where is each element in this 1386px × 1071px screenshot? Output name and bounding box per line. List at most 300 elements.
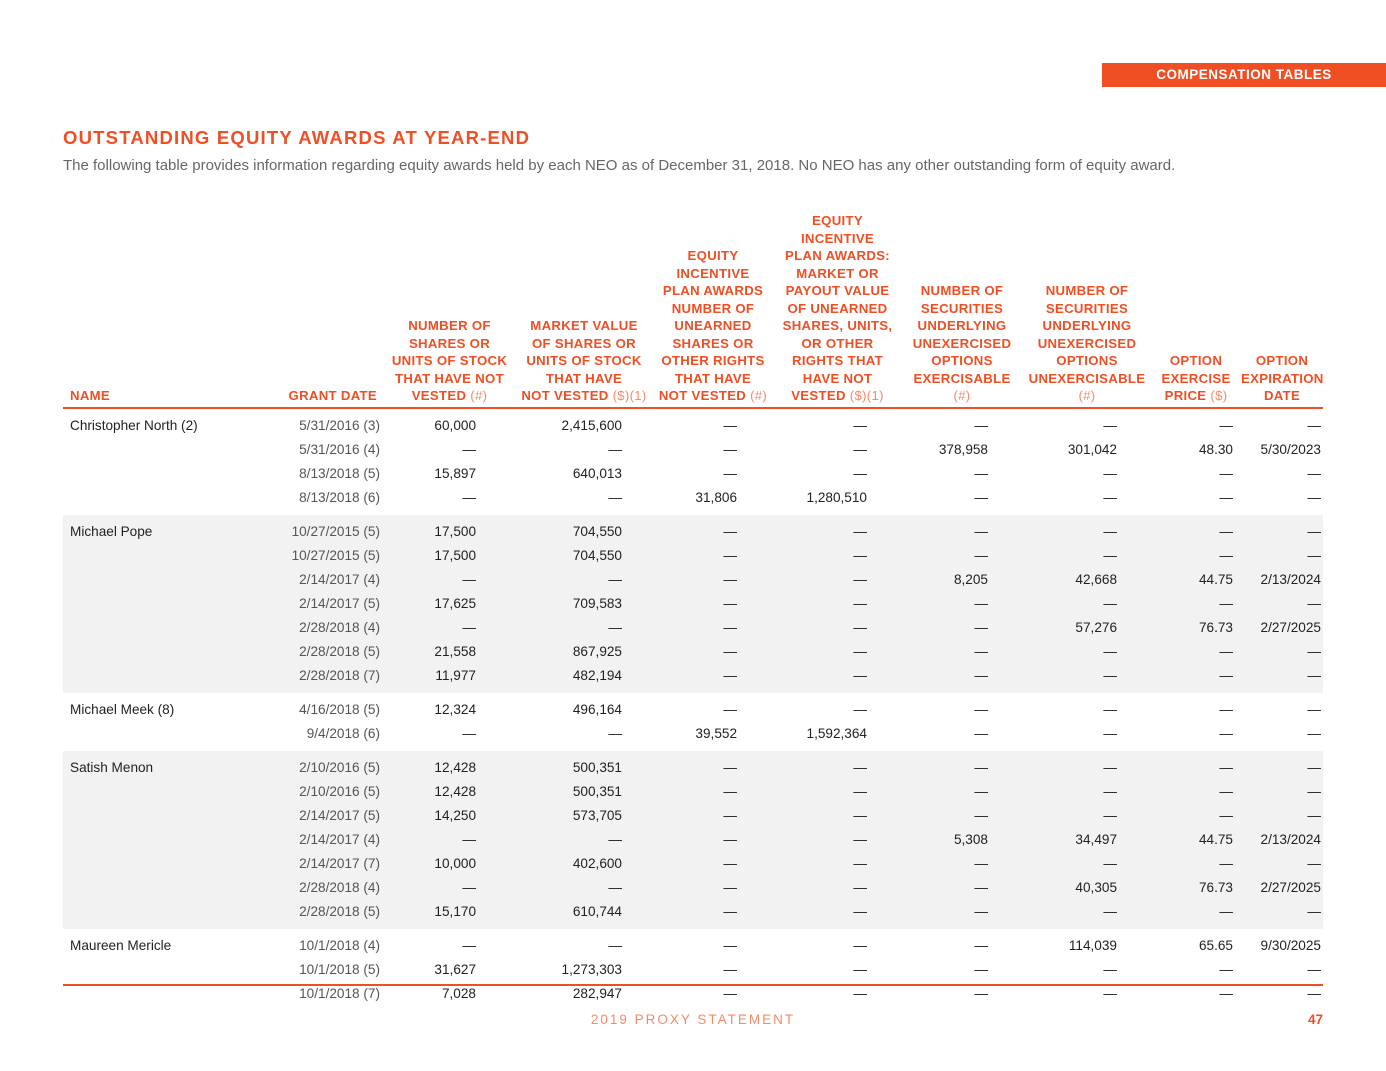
cell-equity-units: — (723, 441, 737, 457)
column-header-equity-incentive-units (652, 212, 774, 408)
cell-name (63, 722, 198, 751)
column-header-unit: (#) (750, 388, 768, 403)
column-header-unit: (#) (953, 388, 971, 403)
cell-options-unexercisable: — (1103, 489, 1117, 505)
cell-name (63, 828, 198, 852)
cell-options-exercisable: — (974, 489, 988, 505)
cell-equity-value: — (774, 852, 901, 876)
cell-equity-value: — (774, 664, 901, 693)
table-row (63, 929, 1323, 958)
column-header-line: NOT VESTED (521, 388, 609, 403)
cell-shares-not-vested: 17,500 (383, 515, 516, 544)
cell-market-value: — (516, 828, 652, 852)
table-row (63, 544, 1323, 568)
column-header-line: THAT HAVE (674, 370, 752, 386)
cell-equity-value: — (774, 900, 901, 929)
cell-shares-not-vested: 7,028 (441, 985, 476, 1001)
cell-expiration-date: — (1241, 544, 1323, 568)
cell-shares-not-vested: — (383, 876, 516, 900)
cell-exercise-price: — (1151, 664, 1241, 693)
table-row (63, 462, 1323, 486)
cell-market-value: 640,013 (572, 465, 622, 481)
cell-shares-not-vested: — (462, 441, 476, 457)
cell-exercise-price: — (1219, 961, 1233, 977)
table-row (63, 804, 1323, 828)
column-header-line: NUMBER OF (408, 318, 491, 333)
cell-options-unexercisable: — (1023, 780, 1151, 804)
cell-options-exercisable: 378,958 (938, 441, 988, 457)
cell-expiration-date: — (1307, 985, 1321, 1001)
cell-equity-value: — (853, 417, 867, 433)
cell-equity-units: — (652, 592, 774, 616)
cell-grant-date: 8/13/2018 (5) (299, 465, 380, 481)
table-row (63, 780, 1323, 804)
column-header-shares-not-vested (383, 212, 516, 408)
cell-expiration-date: — (1241, 804, 1323, 828)
cell-market-value: 402,600 (516, 852, 652, 876)
cell-exercise-price: — (1219, 701, 1233, 717)
cell-name: Satish Menon (63, 751, 198, 780)
cell-name: Michael Pope (63, 515, 198, 544)
cell-options-exercisable: — (901, 852, 1023, 876)
cell-options-unexercisable: — (1023, 804, 1151, 828)
column-header-line: OPTION (1255, 353, 1309, 368)
cell-options-unexercisable: 34,497 (1023, 828, 1151, 852)
cell-options-unexercisable: — (1023, 544, 1151, 568)
column-header-name (63, 212, 198, 408)
cell-market-value: 496,164 (572, 701, 622, 717)
column-header-line: NUMBER OF (671, 300, 755, 316)
column-header-line: PRICE (1164, 388, 1207, 403)
cell-options-unexercisable: — (1023, 515, 1151, 544)
table-row (63, 616, 1323, 640)
column-header-options-exercisable (901, 212, 1023, 408)
column-header-line: SHARES OR (408, 335, 491, 351)
column-header-line: UNEARNED (674, 318, 752, 333)
cell-equity-value: — (853, 441, 867, 457)
cell-options-exercisable: — (901, 515, 1023, 544)
cell-exercise-price: — (1151, 544, 1241, 568)
cell-expiration-date: 2/27/2025 (1241, 876, 1323, 900)
cell-name (63, 438, 198, 462)
cell-expiration-date: — (1307, 489, 1321, 505)
table-row (63, 693, 1323, 722)
cell-equity-units: — (652, 900, 774, 929)
cell-options-unexercisable: — (1103, 701, 1117, 717)
cell-shares-not-vested: — (462, 937, 476, 953)
table-row (63, 568, 1323, 592)
executive-group (63, 751, 1323, 929)
table-row (63, 486, 1323, 515)
table-row (63, 828, 1323, 852)
column-header-market-value (516, 212, 652, 408)
cell-name (63, 544, 198, 568)
cell-equity-value: — (774, 751, 901, 780)
cell-options-exercisable: — (901, 592, 1023, 616)
cell-options-exercisable: — (974, 465, 988, 481)
cell-options-unexercisable: — (1023, 664, 1151, 693)
cell-market-value: 482,194 (516, 664, 652, 693)
cell-market-value: — (516, 568, 652, 592)
column-header-grant-date (198, 212, 383, 408)
table-row (63, 438, 1323, 462)
cell-options-exercisable: 5,308 (901, 828, 1023, 852)
cell-options-exercisable: — (901, 664, 1023, 693)
cell-exercise-price: — (1219, 725, 1233, 741)
cell-exercise-price: — (1151, 592, 1241, 616)
executive-group (63, 408, 1323, 515)
column-header-line: UNDERLYING (917, 318, 1007, 333)
cell-equity-units: — (723, 937, 737, 953)
cell-shares-not-vested: 11,977 (383, 664, 516, 693)
cell-market-value: 709,583 (516, 592, 652, 616)
cell-expiration-date: — (1241, 592, 1323, 616)
table-row (63, 592, 1323, 616)
cell-name: Maureen Mericle (70, 937, 172, 953)
cell-equity-units: — (723, 417, 737, 433)
cell-market-value: 610,744 (516, 900, 652, 929)
column-header-line: DATE (1263, 388, 1301, 403)
cell-equity-value: — (774, 804, 901, 828)
column-header-line: RIGHTS THAT (792, 353, 883, 368)
table-header-row (63, 212, 1323, 408)
cell-name (63, 592, 198, 616)
column-header-unit: (#) (470, 388, 488, 403)
cell-grant-date: 2/14/2017 (7) (198, 852, 383, 876)
cell-equity-units: 31,806 (695, 489, 737, 505)
column-header-options-unexercisable (1023, 212, 1151, 408)
cell-grant-date: 5/31/2016 (4) (299, 441, 380, 457)
cell-equity-units: — (723, 961, 737, 977)
cell-options-unexercisable: — (1103, 985, 1117, 1001)
table-row (63, 876, 1323, 900)
cell-shares-not-vested: — (383, 828, 516, 852)
column-header-line: HAVE NOT (802, 370, 873, 386)
column-header-line: EXPIRATION (1241, 370, 1324, 386)
cell-name (63, 780, 198, 804)
cell-grant-date: 10/27/2015 (5) (198, 515, 383, 544)
cell-options-unexercisable: — (1023, 592, 1151, 616)
table-row (63, 408, 1323, 438)
cell-exercise-price: — (1151, 900, 1241, 929)
cell-exercise-price: 44.75 (1151, 828, 1241, 852)
cell-exercise-price: — (1219, 417, 1233, 433)
cell-grant-date: 2/14/2017 (5) (198, 804, 383, 828)
cell-market-value: 2,415,600 (561, 417, 622, 433)
cell-equity-value: — (853, 465, 867, 481)
column-header-expiration-date (1241, 212, 1323, 408)
cell-equity-units: — (652, 828, 774, 852)
cell-expiration-date: 2/13/2024 (1241, 828, 1323, 852)
cell-options-unexercisable: — (1023, 751, 1151, 780)
cell-equity-units: — (723, 701, 737, 717)
cell-equity-units: — (652, 780, 774, 804)
cell-options-exercisable: — (974, 725, 988, 741)
cell-equity-value: — (853, 961, 867, 977)
cell-name (63, 640, 198, 664)
cell-options-unexercisable: 301,042 (1067, 441, 1117, 457)
cell-equity-value: — (774, 780, 901, 804)
cell-options-unexercisable: 40,305 (1023, 876, 1151, 900)
cell-options-unexercisable: 57,276 (1023, 616, 1151, 640)
cell-expiration-date: — (1241, 852, 1323, 876)
cell-market-value: 704,550 (516, 515, 652, 544)
column-header-line: THAT HAVE (545, 370, 623, 386)
cell-grant-date: 10/1/2018 (5) (299, 961, 380, 977)
cell-market-value: 573,705 (516, 804, 652, 828)
cell-options-exercisable: — (974, 961, 988, 977)
cell-equity-units: — (652, 515, 774, 544)
cell-shares-not-vested: 21,558 (383, 640, 516, 664)
cell-equity-value: — (774, 592, 901, 616)
cell-expiration-date: — (1307, 961, 1321, 977)
column-header-unit: (#) (1078, 388, 1096, 403)
cell-options-exercisable: — (901, 780, 1023, 804)
cell-exercise-price: 65.65 (1198, 937, 1233, 953)
cell-options-exercisable: — (901, 804, 1023, 828)
cell-expiration-date: — (1241, 900, 1323, 929)
column-header-equity-incentive-value (774, 212, 901, 408)
cell-expiration-date: — (1241, 640, 1323, 664)
cell-expiration-date: 2/13/2024 (1241, 568, 1323, 592)
cell-expiration-date: — (1307, 725, 1321, 741)
column-header-line: PLAN AWARDS: (785, 248, 890, 263)
column-header-line: UNEXERCISABLE (1028, 370, 1146, 386)
cell-options-exercisable: — (901, 876, 1023, 900)
cell-equity-units: — (652, 852, 774, 876)
cell-shares-not-vested: — (462, 489, 476, 505)
column-header-line: UNITS OF STOCK (391, 353, 508, 368)
cell-name (63, 616, 198, 640)
cell-exercise-price: — (1151, 804, 1241, 828)
cell-market-value: — (516, 876, 652, 900)
column-header-line: OTHER RIGHTS (661, 353, 765, 368)
cell-grant-date: 2/28/2018 (4) (198, 616, 383, 640)
cell-equity-units: — (652, 751, 774, 780)
column-header-line: NOT VESTED (658, 388, 747, 403)
cell-grant-date: 4/16/2018 (5) (299, 701, 380, 717)
table-bottom-rule (63, 984, 1323, 986)
cell-equity-units: — (652, 876, 774, 900)
cell-expiration-date: — (1241, 664, 1323, 693)
cell-grant-date: 2/10/2016 (5) (198, 751, 383, 780)
cell-name (63, 876, 198, 900)
column-header-line: INCENTIVE (676, 265, 750, 281)
cell-equity-value: 1,280,510 (806, 489, 867, 505)
table-row (63, 640, 1323, 664)
cell-options-unexercisable: — (1103, 465, 1117, 481)
cell-equity-value: — (774, 616, 901, 640)
equity-awards-table (63, 212, 1323, 1011)
cell-grant-date: 10/1/2018 (7) (299, 985, 380, 1001)
cell-expiration-date: — (1241, 515, 1323, 544)
cell-exercise-price: — (1219, 489, 1233, 505)
cell-options-unexercisable: 114,039 (1068, 937, 1117, 953)
cell-grant-date: 2/28/2018 (5) (198, 900, 383, 929)
column-header-line: NUMBER OF (920, 283, 1004, 298)
cell-equity-value: — (774, 568, 901, 592)
column-header-line: SECURITIES (920, 300, 1004, 316)
cell-options-unexercisable: — (1103, 417, 1117, 433)
column-header-line: NUMBER OF (1045, 283, 1129, 298)
column-header-line: SECURITIES (1045, 300, 1129, 316)
cell-equity-value: — (853, 937, 867, 953)
cell-equity-value: 1,592,364 (806, 725, 867, 741)
column-header-line: SHARES OR (672, 335, 754, 351)
column-header-line: OPTIONS (931, 353, 993, 368)
column-header-line: PLAN AWARDS (662, 283, 764, 298)
column-header-line: UNDERLYING (1042, 318, 1132, 333)
cell-name (63, 900, 198, 929)
cell-shares-not-vested: — (383, 616, 516, 640)
table-row (63, 958, 1323, 982)
cell-grant-date: 2/14/2017 (4) (198, 828, 383, 852)
column-header-line: MARKET OR (796, 265, 879, 281)
executive-group (63, 693, 1323, 751)
cell-options-exercisable: — (901, 544, 1023, 568)
cell-name (63, 852, 198, 876)
cell-exercise-price: 76.73 (1151, 876, 1241, 900)
cell-exercise-price: 48.30 (1198, 441, 1233, 457)
cell-market-value: 500,351 (516, 780, 652, 804)
column-header-unit: ($)(1) (849, 388, 884, 403)
cell-name (63, 664, 198, 693)
column-header-line: VESTED (411, 388, 467, 403)
cell-equity-units: 39,552 (695, 725, 737, 741)
cell-options-unexercisable: — (1023, 900, 1151, 929)
cell-grant-date: 2/14/2017 (5) (198, 592, 383, 616)
cell-equity-value: — (853, 985, 867, 1001)
cell-name (63, 486, 198, 515)
page-number: 47 (1307, 1012, 1323, 1027)
cell-options-exercisable: — (974, 937, 988, 953)
cell-expiration-date: — (1307, 417, 1321, 433)
cell-exercise-price: 44.75 (1151, 568, 1241, 592)
cell-grant-date: 8/13/2018 (6) (299, 489, 380, 505)
cell-exercise-price: — (1151, 780, 1241, 804)
cell-market-value: — (516, 616, 652, 640)
cell-expiration-date: 2/27/2025 (1241, 616, 1323, 640)
cell-exercise-price: — (1151, 640, 1241, 664)
cell-options-exercisable: — (974, 417, 988, 433)
cell-grant-date: 2/28/2018 (5) (198, 640, 383, 664)
cell-market-value: — (608, 725, 622, 741)
cell-shares-not-vested: 15,170 (383, 900, 516, 929)
column-header-line: OPTIONS (1056, 353, 1118, 368)
cell-market-value: 500,351 (516, 751, 652, 780)
column-header-line: UNITS OF STOCK (526, 353, 642, 368)
cell-name (63, 568, 198, 592)
cell-exercise-price: 76.73 (1151, 616, 1241, 640)
cell-options-unexercisable: — (1023, 852, 1151, 876)
cell-options-unexercisable: — (1023, 640, 1151, 664)
cell-exercise-price: — (1151, 852, 1241, 876)
column-header-line: SHARES, UNITS, (782, 318, 893, 333)
cell-options-exercisable: — (901, 640, 1023, 664)
cell-shares-not-vested: 10,000 (383, 852, 516, 876)
cell-equity-value: — (774, 640, 901, 664)
cell-grant-date: 2/10/2016 (5) (198, 780, 383, 804)
cell-market-value: 704,550 (516, 544, 652, 568)
column-header-line: EQUITY (687, 248, 739, 263)
cell-shares-not-vested: 12,324 (434, 701, 476, 717)
cell-equity-units: — (652, 640, 774, 664)
column-header-label: NAME (70, 388, 111, 403)
cell-options-exercisable: — (974, 985, 988, 1001)
cell-grant-date: 2/28/2018 (7) (198, 664, 383, 693)
cell-name (63, 462, 198, 486)
cell-shares-not-vested: 14,250 (383, 804, 516, 828)
cell-equity-units: — (652, 664, 774, 693)
cell-options-exercisable: 8,205 (901, 568, 1023, 592)
table-row (63, 515, 1323, 544)
cell-market-value: 282,947 (572, 985, 622, 1001)
column-header-line: EQUITY (812, 213, 863, 228)
table-row (63, 751, 1323, 780)
column-header-line: PAYOUT VALUE (785, 283, 890, 298)
table-row (63, 664, 1323, 693)
column-header-line: EXERCISE (1161, 370, 1231, 386)
cell-exercise-price: — (1151, 515, 1241, 544)
table-row (63, 900, 1323, 929)
column-header-line: UNEXERCISED (912, 335, 1012, 351)
column-header-unit: ($) (1210, 388, 1228, 403)
table-row (63, 722, 1323, 751)
column-header-exercise-price (1151, 212, 1241, 408)
cell-market-value: 867,925 (516, 640, 652, 664)
cell-expiration-date: — (1307, 465, 1321, 481)
cell-expiration-date: 5/30/2023 (1260, 441, 1321, 457)
cell-expiration-date: — (1241, 780, 1323, 804)
cell-shares-not-vested: 60,000 (434, 417, 476, 433)
cell-grant-date: 10/27/2015 (5) (198, 544, 383, 568)
cell-equity-value: — (774, 828, 901, 852)
cell-exercise-price: — (1151, 751, 1241, 780)
cell-equity-value: — (774, 544, 901, 568)
column-header-unit: ($)(1) (612, 388, 647, 403)
cell-expiration-date: 9/30/2025 (1260, 937, 1321, 953)
cell-equity-value: — (774, 515, 901, 544)
footer-title: 2019 PROXY STATEMENT (590, 1012, 796, 1027)
column-header-label: GRANT DATE (288, 388, 377, 403)
cell-shares-not-vested: — (462, 725, 476, 741)
cell-grant-date: 9/4/2018 (6) (306, 725, 380, 741)
cell-shares-not-vested: 12,428 (383, 780, 516, 804)
cell-grant-date: 2/28/2018 (4) (198, 876, 383, 900)
cell-equity-units: — (652, 804, 774, 828)
cell-market-value: — (608, 489, 622, 505)
column-header-line: UNEXERCISED (1037, 335, 1137, 351)
cell-options-exercisable: — (974, 701, 988, 717)
cell-grant-date: 10/1/2018 (4) (299, 937, 380, 953)
cell-shares-not-vested: 15,897 (434, 465, 476, 481)
cell-grant-date: 5/31/2016 (3) (299, 417, 380, 433)
column-header-line: VESTED (791, 388, 846, 403)
cell-equity-units: — (652, 544, 774, 568)
cell-equity-units: — (723, 465, 737, 481)
cell-equity-units: — (652, 568, 774, 592)
cell-shares-not-vested: 31,627 (434, 961, 476, 977)
table-row (63, 852, 1323, 876)
cell-options-unexercisable: 42,668 (1023, 568, 1151, 592)
cell-options-exercisable: — (901, 751, 1023, 780)
cell-exercise-price: — (1219, 465, 1233, 481)
column-header-line: INCENTIVE (800, 230, 875, 246)
column-header-line: THAT HAVE NOT (395, 370, 504, 386)
cell-equity-value: — (853, 701, 867, 717)
cell-expiration-date: — (1307, 701, 1321, 717)
column-header-line: MARKET VALUE (530, 318, 638, 333)
